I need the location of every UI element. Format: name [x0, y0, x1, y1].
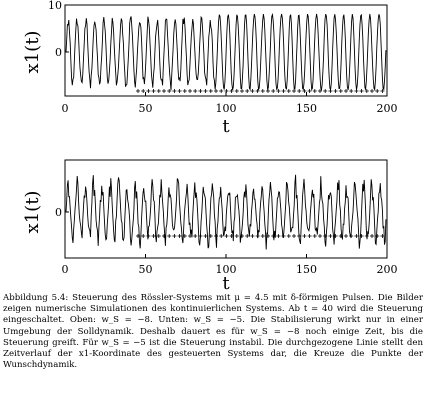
top-panel	[22, 0, 398, 137]
top-x1-trace	[66, 14, 386, 90]
top-y-axis-label: x1(t)	[22, 30, 43, 74]
top-x-tick-200: 200	[376, 102, 398, 115]
top-target-markers	[136, 89, 384, 93]
top-y-tick-0: 0	[55, 46, 62, 59]
figure-caption: Abbildung 5.4: Steuerung des Rössler-Systems mit μ = 4.5 mit δ-förmigen Pulsen. Die Bilder zeigen numerische Simulationen des kontinuierlichen Systems. Ab t = 40 wird die Steuerung eingeschaltet. Oben: w_S = −8. Unten: w_S = −5. Die Stabilisierung wirkt nur in einer Umgebung der Solldynamik. Deshalb dauert es für w_S = −8 noch einige Zeit, bis die Steuerung greift. Für w_S = −5 ist die Steuerung instabil. Die durchgezogene Linie stellt den Zeitverlauf der x1-Koordinate des gesteuerten Systems dar, die Kreuze die Punkte der Wunschdynamik.	[3, 293, 423, 371]
top-x-ticks	[65, 92, 387, 96]
bottom-panel	[22, 160, 398, 290]
bottom-y-axis-label: x1(t)	[22, 190, 43, 234]
top-x-tick-150: 150	[296, 102, 317, 115]
bottom-plot-frame	[65, 160, 387, 258]
bottom-x1-trace	[66, 175, 386, 250]
bottom-x-tick-150: 150	[296, 263, 317, 276]
bottom-x-tick-200: 200	[376, 263, 398, 276]
bottom-target-markers	[136, 234, 384, 238]
bottom-x-tick-50: 50	[138, 263, 153, 276]
bottom-y-tick-0: 0	[55, 206, 62, 219]
bottom-x-tick-100: 100	[215, 263, 237, 276]
top-x-tick-50: 50	[138, 102, 153, 115]
bottom-x-tick-0: 0	[61, 263, 69, 276]
top-x-tick-100: 100	[215, 102, 237, 115]
top-x-axis-label: t	[222, 116, 230, 137]
top-x-tick-0: 0	[61, 102, 69, 115]
bottom-x-ticks	[65, 254, 387, 258]
top-y-tick-10: 10	[48, 0, 62, 12]
bottom-x-axis-label: t	[222, 273, 230, 290]
